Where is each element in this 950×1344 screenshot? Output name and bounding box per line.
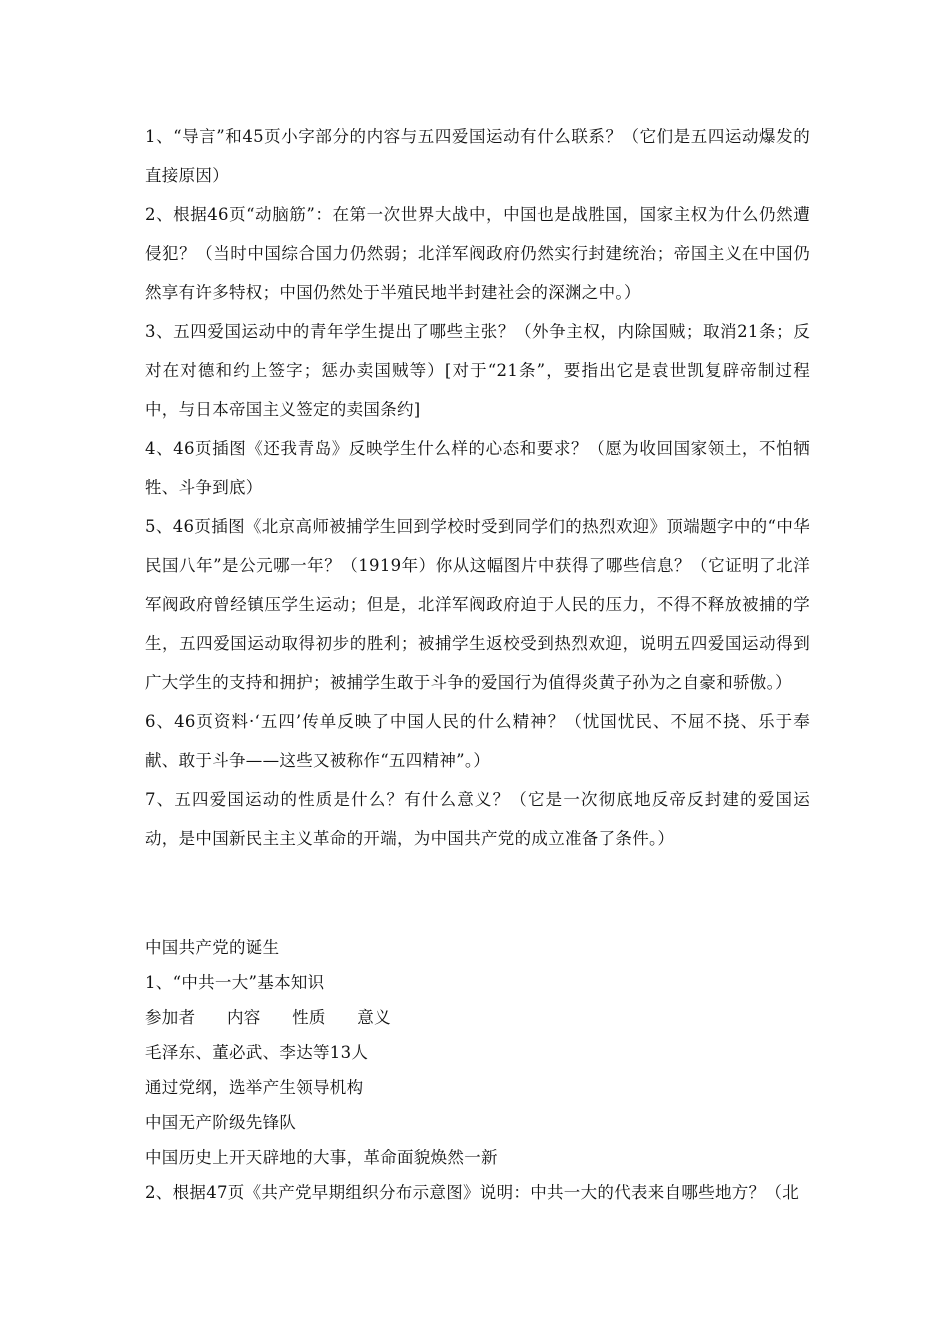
question-5: 5、46页插图《北京高师被捕学生回到学校时受到同学们的热烈欢迎》顶端题字中的“中华民国八年”是公元哪一年？（1919年）你从这幅图片中获得了哪些信息？（它证明了北洋军阀政府曾经镇压学生运动；但是，北洋军阀政府迫于人民的压力，不得不释放被捕的学生，五四爱国运动取得初步的胜利；被捕学生返校受到热烈欢迎，说明五四爱国运动得到广大学生的支持和拥护；被捕学生敢于斗争的爱国行为值得炎黄子孙为之自豪和骄傲。） bbox=[145, 517, 810, 692]
question-4: 4、46页插图《还我青岛》反映学生什么样的心态和要求？（愿为收回国家领土，不怕牺牲、斗争到底） bbox=[145, 439, 810, 497]
table-value-nature: 中国无产阶级先锋队 bbox=[145, 1113, 297, 1132]
item-1-heading: 1、“中共一大”基本知识 bbox=[145, 973, 325, 992]
section-party-founding bbox=[145, 930, 810, 1210]
section-title: 中国共产党的诞生 bbox=[145, 938, 280, 957]
question-2: 2、根据46页“动脑筋”：在第一次世界大战中，中国也是战胜国，国家主权为什么仍然遭侵犯？（当时中国综合国力仍然弱；北洋军阀政府仍然实行封建统治；帝国主义在中国仍然享有许多特权；中国仍然处于半殖民地半封建社会的深渊之中。） bbox=[145, 205, 810, 302]
table-value-content: 通过党纲，选举产生领导机构 bbox=[145, 1078, 364, 1097]
section-wusi-questions bbox=[145, 117, 810, 858]
table-header-participants: 参加者 bbox=[145, 1008, 196, 1027]
question-1: 1、“导言”和45页小字部分的内容与五四爱国运动有什么联系？（它们是五四运动爆发的直接原因） bbox=[145, 127, 810, 185]
item-2-text: 2、根据47页《共产党早期组织分布示意图》说明：中共一大的代表来自哪些地方？（北 bbox=[145, 1183, 799, 1202]
table-value-significance: 中国历史上开天辟地的大事，革命面貌焕然一新 bbox=[145, 1148, 498, 1167]
question-3: 3、五四爱国运动中的青年学生提出了哪些主张？（外争主权，内除国贼；取消21条；反对在对德和约上签字；惩办卖国贼等）[对于“21条”，要指出它是袁世凯复辟帝制过程中，与日本帝国主义签定的卖国条约] bbox=[145, 322, 810, 419]
table-value-participants: 毛泽东、董必武、李达等13人 bbox=[145, 1043, 369, 1062]
question-6: 6、46页资料·‘五四’传单反映了中国人民的什么精神？（忧国忧民、不屈不挠、乐于奉献、敢于斗争——这些又被称作“五四精神”。） bbox=[145, 712, 810, 770]
question-7: 7、五四爱国运动的性质是什么？有什么意义？（它是一次彻底地反帝反封建的爱国运动，是中国新民主主义革命的开端，为中国共产党的成立准备了条件。） bbox=[145, 790, 810, 848]
table-header-significance: 意义 bbox=[357, 1008, 391, 1027]
table-header-content: 内容 bbox=[226, 1008, 261, 1027]
table-header-nature: 性质 bbox=[292, 1008, 326, 1027]
table-header-row bbox=[145, 1000, 810, 1035]
